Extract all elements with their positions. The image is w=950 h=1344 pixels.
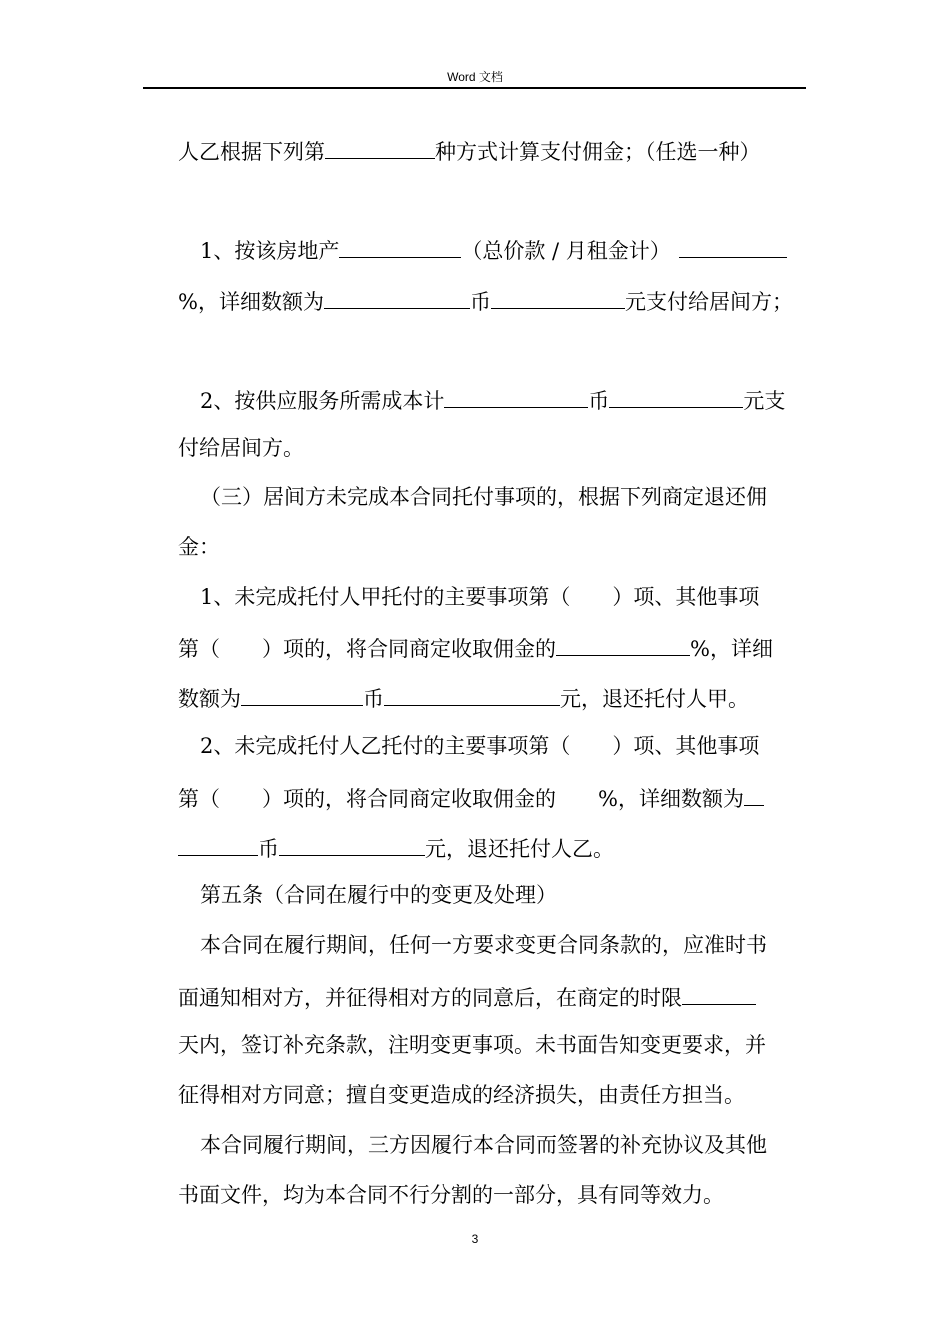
blank-field [444, 388, 588, 408]
blank-field [682, 985, 756, 1005]
blank-field [339, 238, 461, 258]
header-rule [143, 87, 806, 89]
text-line: 付给居间方。 [178, 436, 304, 460]
text-line: 征得相对方同意；擅自变更造成的经济损失，由责任方担当。 [178, 1083, 745, 1107]
text-line: 天内，签订补充条款，注明变更事项。未书面告知变更要求，并 [178, 1033, 766, 1057]
text-line: 书面文件，均为本合同不行分割的一部分，具有同等效力。 [178, 1183, 724, 1207]
blank-field [241, 686, 363, 706]
page-number: 3 [471, 1232, 479, 1246]
blank-field [279, 836, 425, 856]
text-line: 第五条（合同在履行中的变更及处理） [200, 883, 557, 907]
text-line: 数额为 币 元，退还托付人甲。 [178, 687, 749, 711]
blank-field [324, 289, 470, 309]
page-header: Word 文档 [447, 70, 503, 84]
blank-field [325, 139, 435, 159]
text-line: 1、未完成托付人甲托付的主要事项第（ ）项、其他事项 [200, 585, 760, 609]
text-line: 本合同履行期间，三方因履行本合同而签署的补充协议及其他 [200, 1133, 767, 1157]
blank-field [744, 786, 764, 806]
blank-field [679, 238, 787, 258]
text-line: 人乙根据下列第 种方式计算支付佣金；（任选一种） [178, 140, 761, 164]
text-line: 金： [178, 535, 220, 559]
text-line: （三）居间方未完成本合同托付事项的，根据下列商定退还佣 [200, 485, 767, 509]
blank-field [491, 289, 625, 309]
text-line: 1、按该房地产 （总价款 / 月租金计） [200, 238, 787, 262]
blank-field [556, 636, 690, 656]
text-line: 本合同在履行期间，任何一方要求变更合同条款的，应准时书 [200, 933, 767, 957]
text-line: 面通知相对方，并征得相对方的同意后，在商定的时限 [178, 985, 756, 1009]
text-line: 第（ ）项的，将合同商定收取佣金的 %，详细数额为 [178, 786, 764, 810]
text-line: %，详细数额为 币 元支付给居间方； [178, 290, 793, 314]
text-line: 币 元，退还托付人乙。 [178, 836, 614, 860]
blank-field [609, 388, 743, 408]
blank-field [384, 686, 560, 706]
text-line: 2、按供应服务所需成本计 币 元支 [200, 389, 786, 413]
blank-field [178, 836, 258, 856]
text-line: 2、未完成托付人乙托付的主要事项第（ ）项、其他事项 [200, 734, 760, 758]
text-line: 第（ ）项的，将合同商定收取佣金的 %，详细 [178, 637, 773, 661]
